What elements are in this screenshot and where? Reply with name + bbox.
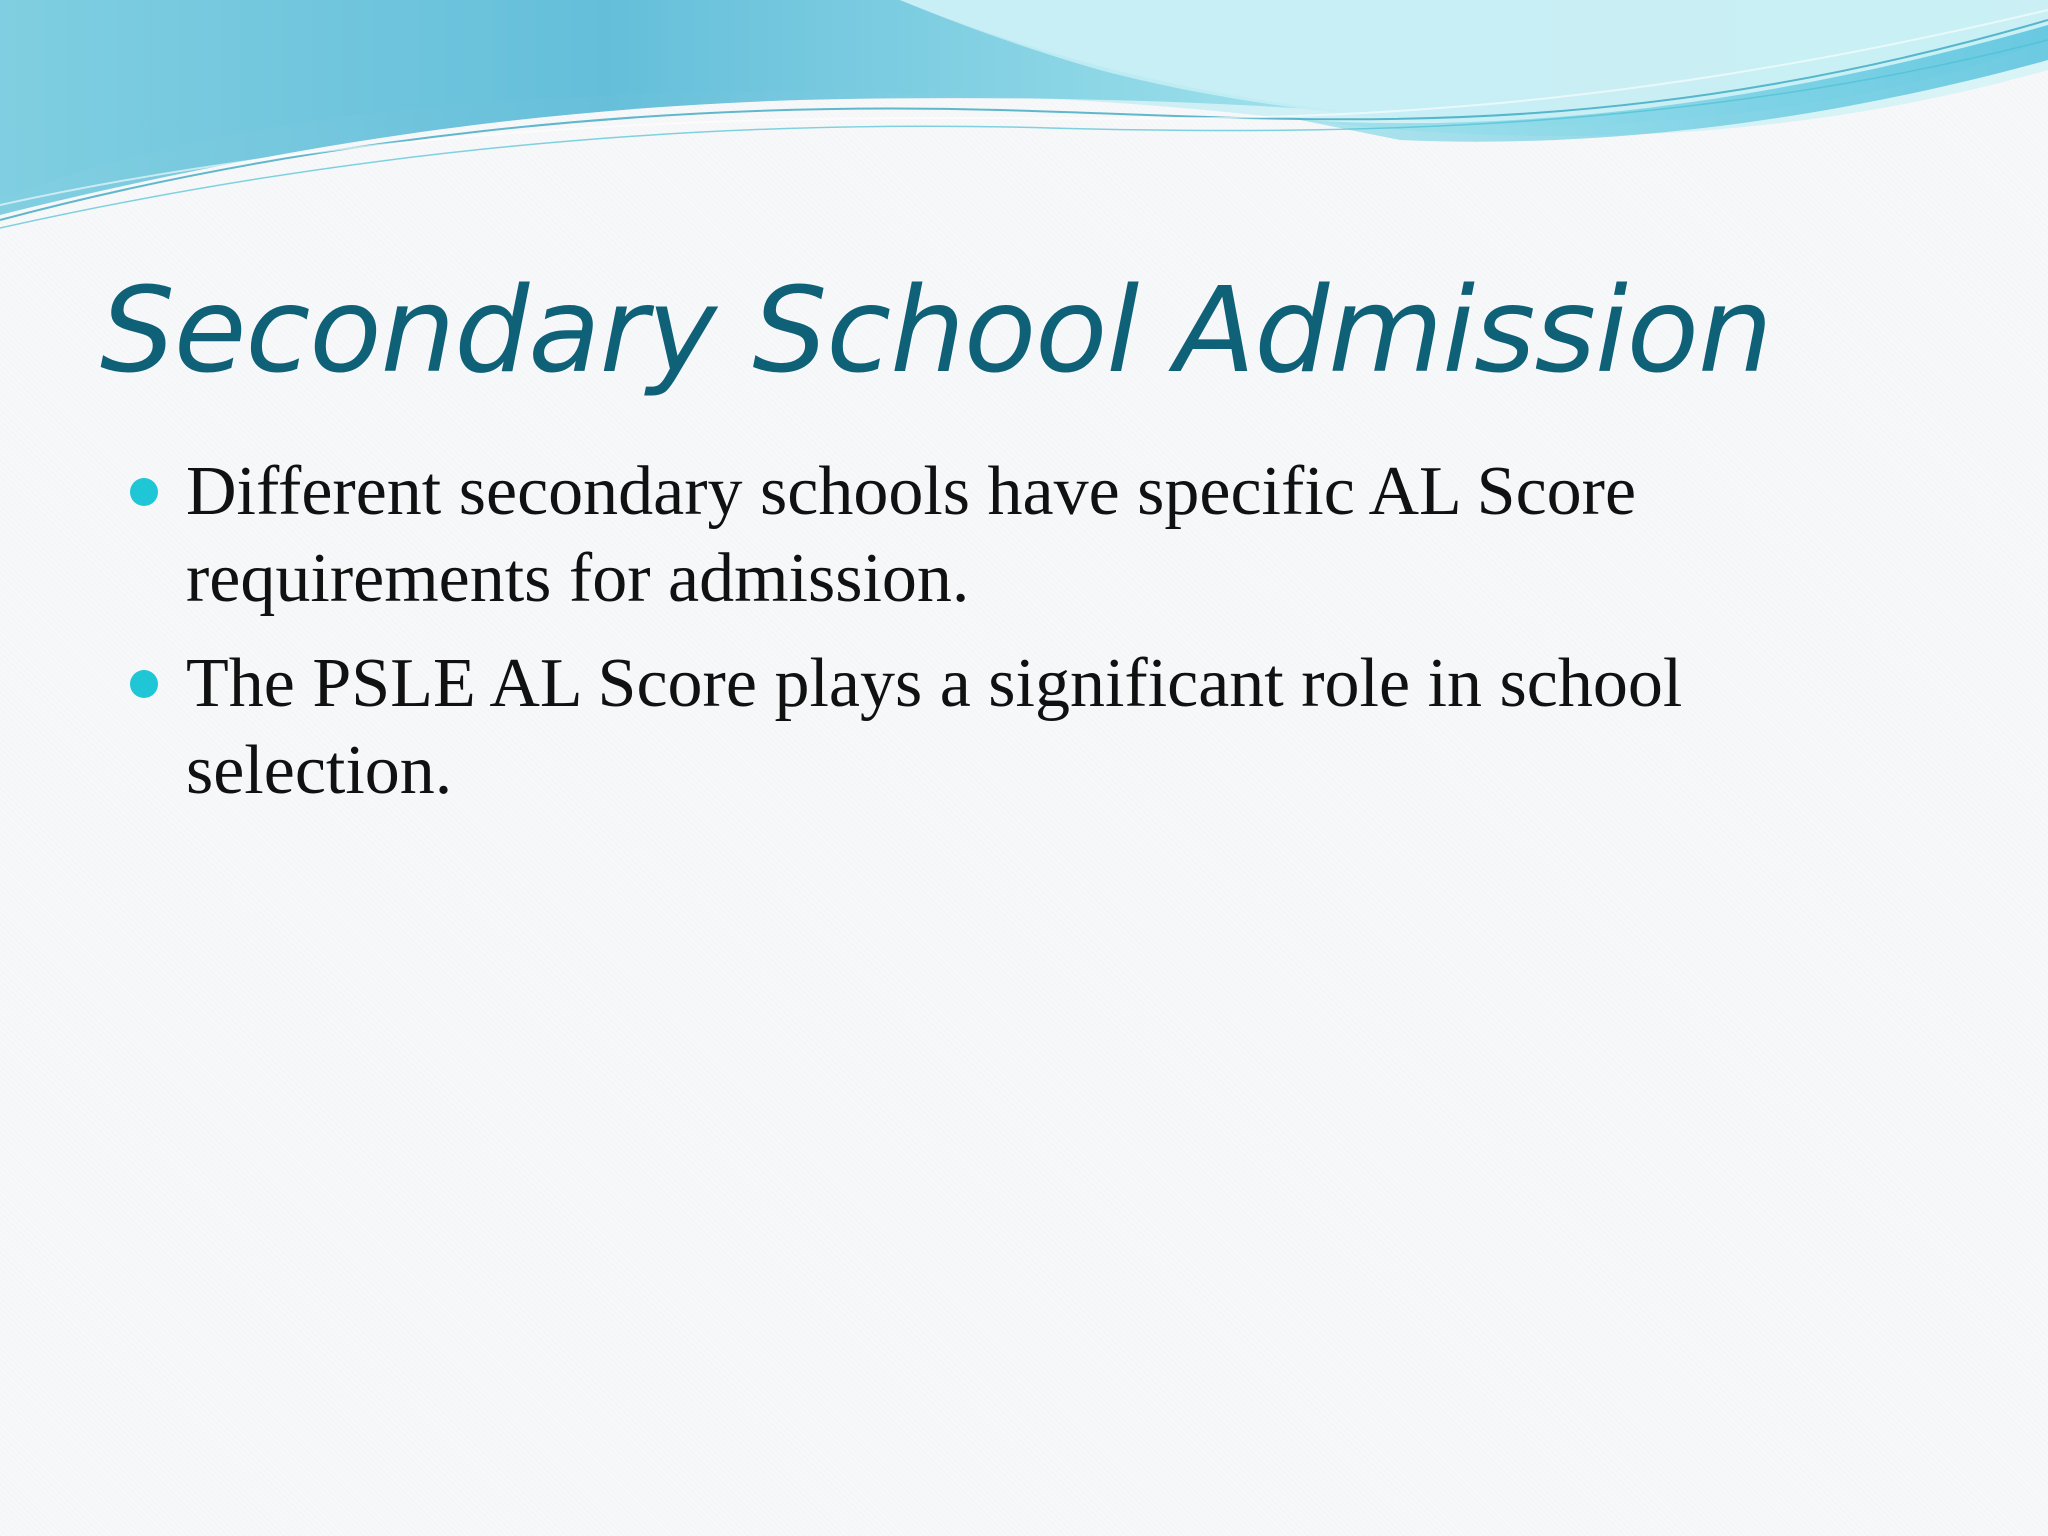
bullet-text: The PSLE AL Score plays a significant role in school selection. (186, 645, 1683, 809)
bullet-dot-icon (130, 478, 158, 506)
decorative-wave-header (0, 0, 2048, 240)
bullet-dot-icon (130, 670, 158, 698)
bullet-item (130, 448, 1950, 622)
bullet-list (130, 448, 1950, 832)
bullet-text: Different secondary schools have specific AL Score requirements for admission. (186, 453, 1637, 617)
slide-title: Secondary School Admission (100, 261, 1772, 399)
bullet-item (130, 640, 1950, 814)
